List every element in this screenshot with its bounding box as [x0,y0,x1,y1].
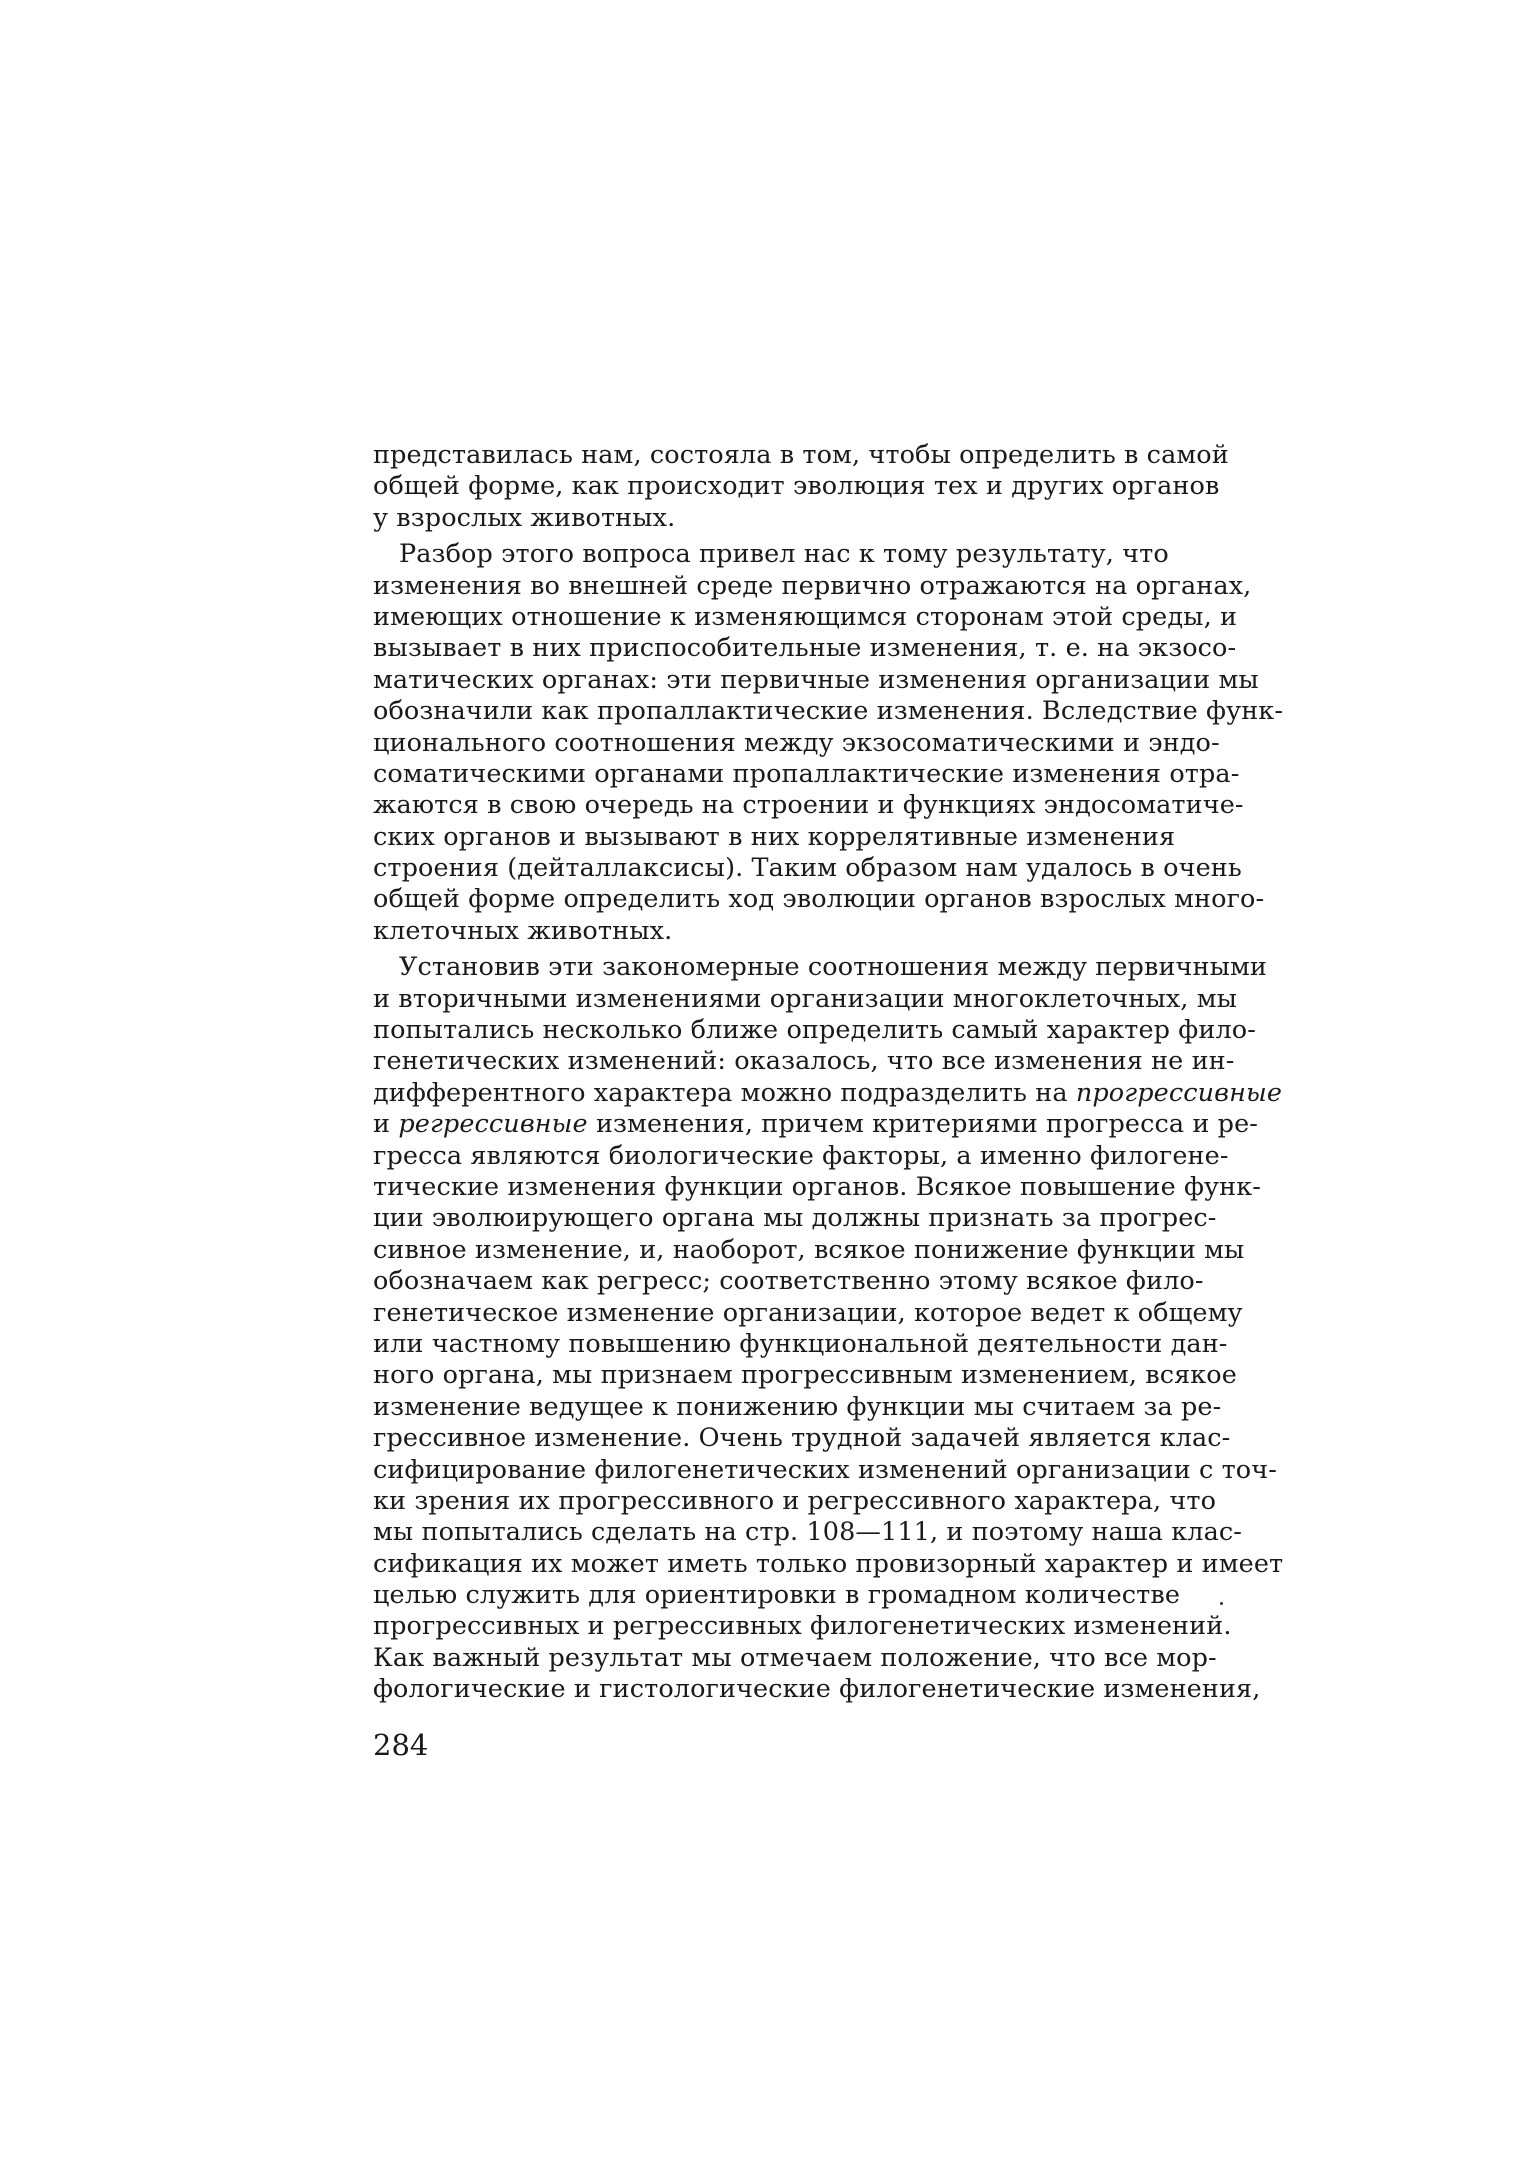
scan-speck [1220,1602,1223,1605]
text-line: ции эволюирующего органа мы должны признать за прогрес- [373,1203,1217,1234]
text-line: ских органов и вызывают в них коррелятивные изменения [373,821,1176,852]
text-fragment: дифферентного характера можно подразделить на [373,1077,1068,1108]
text-line: у взрослых животных. [373,502,676,533]
text-line: общей форме определить ход эволюции органов взрослых много- [373,884,1265,915]
italic-term-progressive: прогрессивные [1075,1077,1283,1108]
text-fragment: изменения, причем критериями прогресса и ре- [595,1109,1259,1140]
paragraph-2 [373,539,1284,947]
text-line: ционального соотношения между экзосоматическими и эндо- [373,727,1220,758]
text-line: Установив эти закономерные соотношения между первичными [399,952,1268,983]
text-line: ного органа, мы признаем прогрессивным изменением, всякое [373,1360,1237,1391]
text-line: жаются в свою очередь на строении и функциях эндосоматиче- [373,790,1244,821]
text-line: Разбор этого вопроса привел нас к тому результату, что [399,539,1169,570]
text-line: сифицирование филогенетических изменений организации с точ- [373,1454,1277,1485]
text-line: фологические и гистологические филогенетические изменения, [373,1674,1261,1705]
text-line: генетических изменений: оказалось, что все изменения не ин- [373,1046,1235,1077]
text-line: сификация их может иметь только провизорный характер и имеет [373,1548,1284,1579]
text-line: соматическими органами пропаллактические изменения отра- [373,758,1240,789]
text-line: гресса являются биологические факторы, а именно филогене- [373,1140,1229,1171]
text-line: общей форме, как происходит эволюция тех и других органов [373,471,1220,502]
text-line [373,1109,1259,1140]
text-line: сивное изменение, и, наоборот, всякое понижение функции мы [373,1234,1245,1265]
paragraph-3 [373,952,1284,1705]
text-line [373,1077,1283,1109]
text-line: грессивное изменение. Очень трудной задачей является клас- [373,1423,1231,1454]
text-line: генетическое изменение организации, которое ведет к общему [373,1297,1243,1328]
text-line: ки зрения их прогрессивного и регрессивного характера, что [373,1485,1217,1516]
italic-term-regressive: регрессивные [398,1109,588,1140]
text-line: имеющих отношение к изменяющимся сторонам этой среды, и [373,601,1238,632]
text-line: представилась нам, состояла в том, чтобы определить в самой [373,440,1229,470]
text-line: матических органах: эти первичные изменения организации мы [373,664,1259,695]
text-line: обозначаем как регресс; соответственно этому всякое фило- [373,1266,1204,1297]
text-line: тические изменения функции органов. Всякое повышение функ- [373,1171,1262,1202]
text-line: вызывает в них приспособительные изменения, т. е. на экзосо- [373,633,1237,664]
page-text-block [373,440,1284,1762]
text-line: обозначили как пропаллактические изменения. Вследствие функ- [373,696,1284,727]
text-line: прогрессивных и регрессивных филогенетических изменений. [373,1611,1232,1642]
text-line: и вторичными изменениями организации многоклеточных, мы [373,983,1238,1014]
text-fragment: и [373,1109,391,1140]
text-line: Как важный результат мы отмечаем положение, что все мор- [373,1642,1217,1673]
text-line: мы попытались сделать на стр. 108—111, и поэтому наша клас- [373,1517,1242,1548]
text-line: целью служить для ориентировки в громадном количестве [373,1580,1181,1611]
page-number: 284 [373,1727,429,1762]
text-line: или частному повышению функциональной деятельности дан- [373,1328,1228,1359]
paragraph-1 [373,440,1229,534]
text-line: попытались несколько ближе определить самый характер фило- [373,1015,1256,1046]
text-line: изменения во внешней среде первично отражаются на органах, [373,570,1252,601]
text-line: строения (дейталлаксисы). Таким образом нам удалось в очень [373,853,1242,884]
text-line: клеточных животных. [373,915,673,946]
text-line: изменение ведущее к понижению функции мы считаем за ре- [373,1391,1222,1422]
